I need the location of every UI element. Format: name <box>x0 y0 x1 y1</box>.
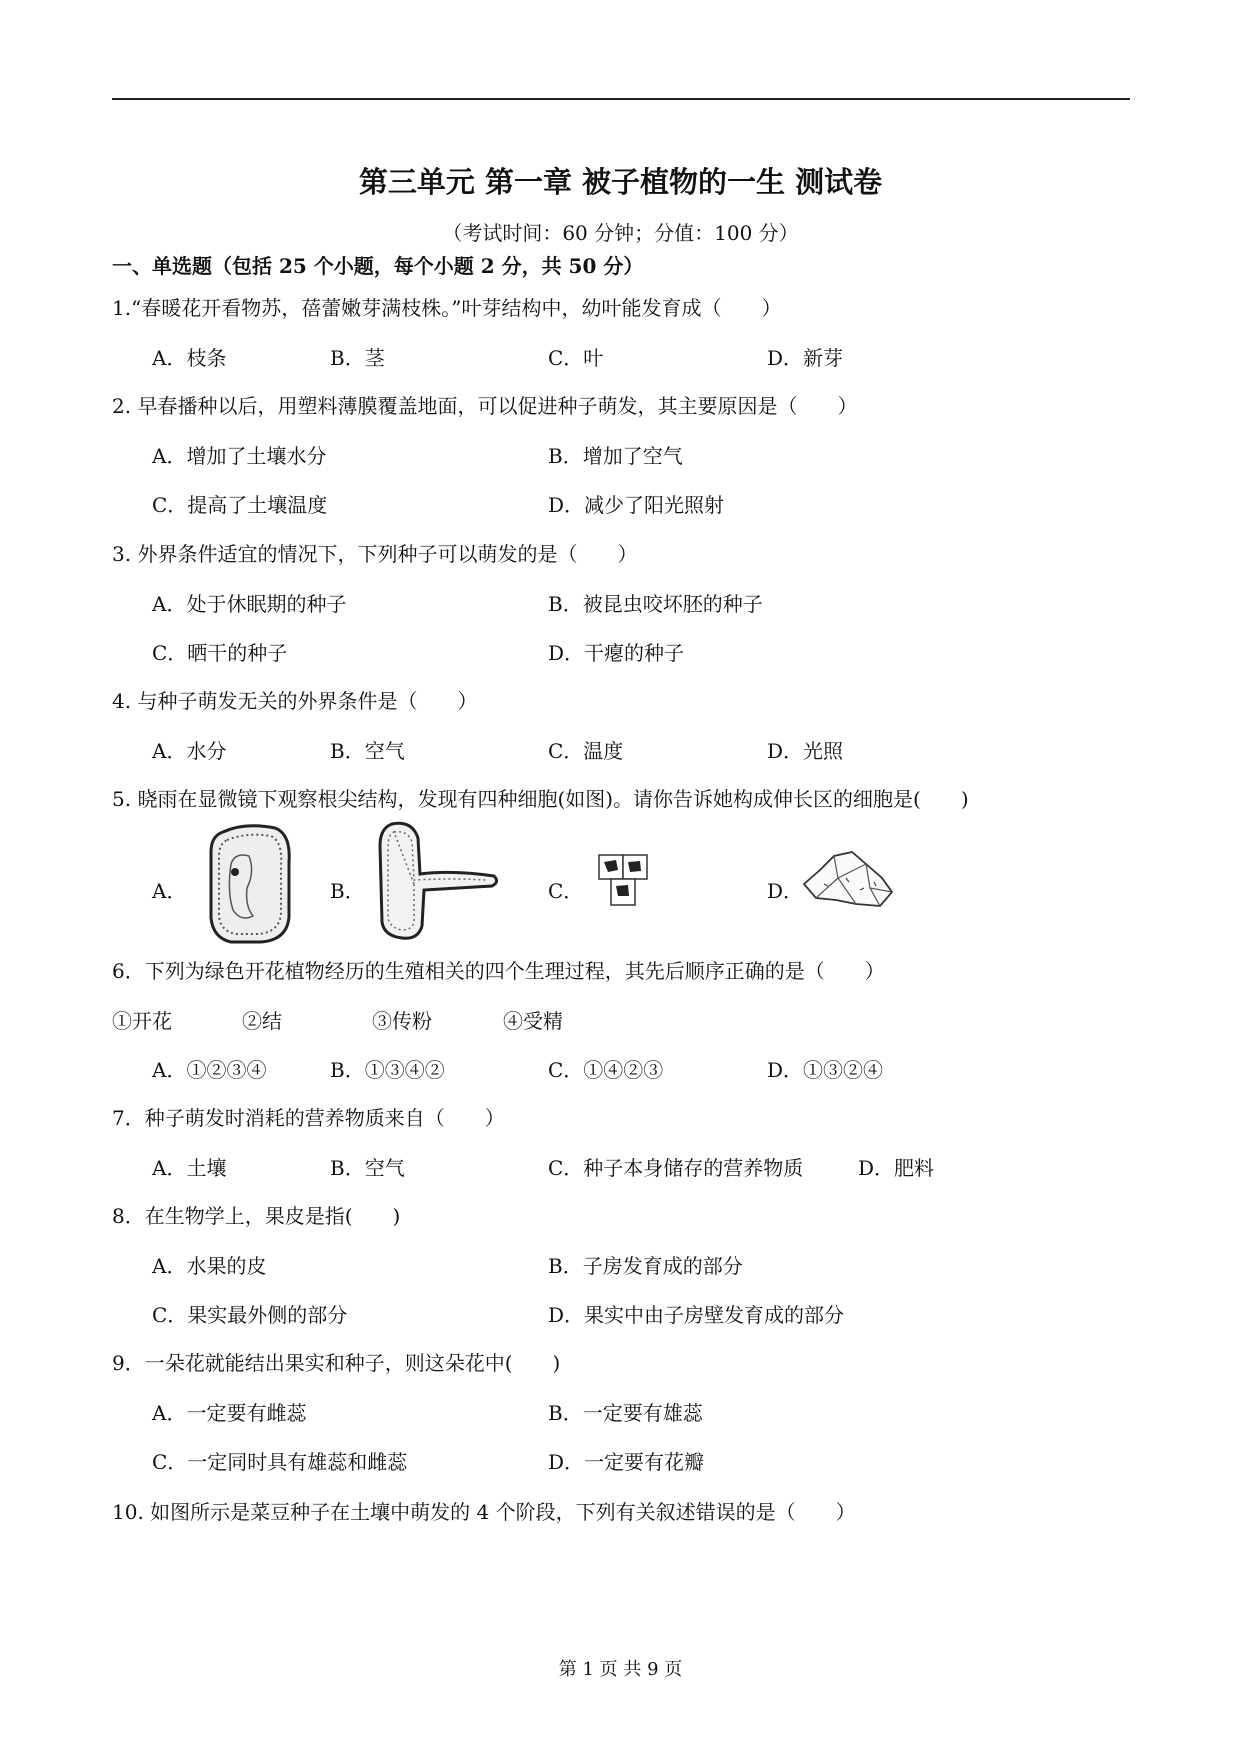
q1-option-a[interactable]: A．枝条 <box>152 346 227 370</box>
question-6: 6．下列为绿色开花植物经历的生殖相关的四个生理过程，其先后顺序正确的是（ ） <box>112 959 885 983</box>
question-8: 8．在生物学上，果皮是指( ) <box>112 1204 401 1228</box>
process-4: ④受精 <box>503 1009 563 1033</box>
question-9: 9．一朵花就能结出果实和种子，则这朵花中( ) <box>112 1351 561 1375</box>
question-1: 1.“春暖花开看物苏，蓓蕾嫩芽满枝株。”叶芽结构中，幼叶能发育成（ ） <box>112 296 782 320</box>
q9-option-b[interactable]: B．一定要有雄蕊 <box>548 1401 703 1425</box>
exam-info: （考试时间：60 分钟；分值：100 分） <box>442 221 799 245</box>
q9-option-c[interactable]: C．一定同时具有雄蕊和雌蕊 <box>152 1450 408 1474</box>
q8-option-a[interactable]: A．水果的皮 <box>152 1254 267 1278</box>
q9-option-a[interactable]: A．一定要有雌蕊 <box>152 1401 307 1425</box>
q3-option-c[interactable]: C．晒干的种子 <box>152 641 288 665</box>
q5-option-c[interactable]: C． <box>548 879 584 903</box>
question-10: 10. 如图所示是菜豆种子在土壤中萌发的 4 个阶段，下列有关叙述错误的是（ ） <box>112 1500 856 1524</box>
q4-option-b[interactable]: B．空气 <box>330 739 405 763</box>
q5-option-b[interactable]: B． <box>330 879 365 903</box>
q4-option-c[interactable]: C．温度 <box>548 739 624 763</box>
question-5: 5. 晓雨在显微镜下观察根尖结构，发现有四种细胞(如图)。请你告诉她构成伸长区的细胞是( ) <box>112 787 969 811</box>
q1-option-d[interactable]: D．新芽 <box>767 346 844 370</box>
q3-option-b[interactable]: B．被昆虫咬坏胚的种子 <box>548 592 763 616</box>
process-1: ①开花 <box>112 1009 172 1033</box>
q6-option-a[interactable]: A．①②③④ <box>152 1058 267 1082</box>
q7-option-c[interactable]: C．种子本身储存的营养物质 <box>548 1156 804 1180</box>
q9-option-d[interactable]: D．一定要有花瓣 <box>548 1450 705 1474</box>
question-3: 3. 外界条件适宜的情况下，下列种子可以萌发的是（ ） <box>112 542 638 566</box>
page-title: 第三单元 第一章 被子植物的一生 测试卷 <box>358 165 883 199</box>
cell-image-d <box>800 848 896 912</box>
q6-option-d[interactable]: D．①③②④ <box>767 1058 884 1082</box>
q7-option-a[interactable]: A．土壤 <box>152 1156 227 1180</box>
page-footer: 第 1 页 共 9 页 <box>558 1659 683 1680</box>
q8-option-b[interactable]: B．子房发育成的部分 <box>548 1254 743 1278</box>
cell-image-b <box>372 818 502 943</box>
q6-option-b[interactable]: B．①③④② <box>330 1058 445 1082</box>
q8-option-d[interactable]: D．果实中由子房壁发育成的部分 <box>548 1303 845 1327</box>
cell-image-c <box>596 852 652 910</box>
q1-option-b[interactable]: B．茎 <box>330 346 385 370</box>
header-rule <box>112 98 1130 100</box>
q8-option-c[interactable]: C．果实最外侧的部分 <box>152 1303 348 1327</box>
q5-option-a[interactable]: A． <box>152 879 187 903</box>
cell-image-a <box>205 822 297 947</box>
q5-option-d[interactable]: D． <box>767 879 804 903</box>
process-3: ③传粉 <box>372 1009 432 1033</box>
question-2: 2. 早春播种以后，用塑料薄膜覆盖地面，可以促进种子萌发，其主要原因是（ ） <box>112 394 858 418</box>
question-4: 4. 与种子萌发无关的外界条件是（ ） <box>112 689 478 713</box>
q2-option-b[interactable]: B．增加了空气 <box>548 444 683 468</box>
q3-option-d[interactable]: D．干瘪的种子 <box>548 641 685 665</box>
q2-option-a[interactable]: A．增加了土壤水分 <box>152 444 327 468</box>
section-heading: 一、单选题（包括 25 个小题，每个小题 2 分，共 50 分） <box>112 254 644 278</box>
q4-option-d[interactable]: D．光照 <box>767 739 844 763</box>
q3-option-a[interactable]: A．处于休眠期的种子 <box>152 592 347 616</box>
q2-option-d[interactable]: D．减少了阳光照射 <box>548 493 725 517</box>
process-2: ②结 <box>242 1009 282 1033</box>
q4-option-a[interactable]: A．水分 <box>152 739 227 763</box>
q6-option-c[interactable]: C．①④②③ <box>548 1058 664 1082</box>
q7-option-d[interactable]: D．肥料 <box>858 1156 935 1180</box>
question-7: 7．种子萌发时消耗的营养物质来自（ ） <box>112 1106 505 1130</box>
q1-option-c[interactable]: C．叶 <box>548 346 604 370</box>
q7-option-b[interactable]: B．空气 <box>330 1156 405 1180</box>
q2-option-c[interactable]: C．提高了土壤温度 <box>152 493 328 517</box>
